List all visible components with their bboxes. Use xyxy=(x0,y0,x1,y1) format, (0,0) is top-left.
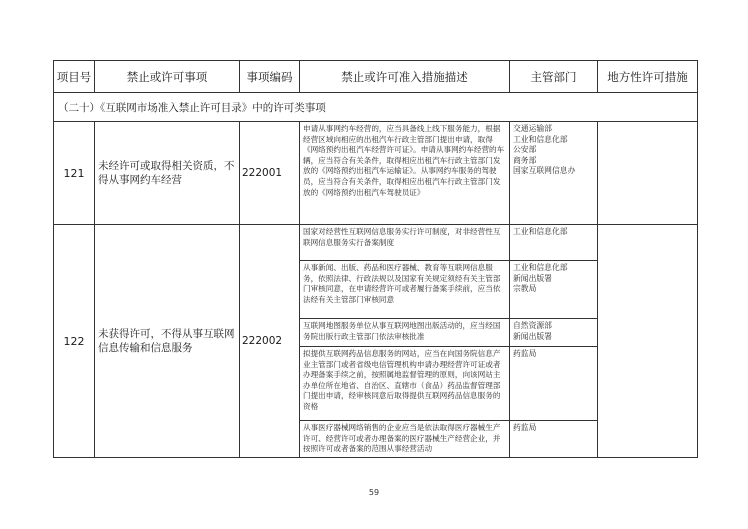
row-id: 121 xyxy=(54,122,95,225)
row-measure: 申请从事网约车经营的，应当具备线上线下服务能力，根据经营区域向相应的出租汽车行政主管部门提出申请，取得《网络预约出租汽车经营许可证》。申请从事网约车经营的车辆，应当符合有关条件，取得相应出租汽车行政主管部门发放的《网络预约出租汽车运输证》。从事网约车服务的驾驶员，应当符合有关条件，取得相应出租汽车行政主管部门发放的《网络预约出租汽车驾驶员证》 xyxy=(300,122,510,225)
segment-dept: 自然资源部 新闻出版署 xyxy=(510,319,598,347)
header-row xyxy=(54,61,698,93)
header-dept: 主管部门 xyxy=(510,61,598,93)
segment-measure: 从事医疗器械网络销售的企业应当是依法取得医疗器械生产许可、经营许可或者办理备案的医疗器械生产经营企业，并按照许可或者备案的范围从事经营活动 xyxy=(300,421,510,458)
row-code: 222001 xyxy=(240,122,300,225)
header-item: 禁止或许可事项 xyxy=(95,61,240,93)
section-row xyxy=(54,93,698,122)
section-title: （二十）《互联网市场准入禁止许可目录》中的许可类事项 xyxy=(54,93,698,122)
row-code: 222002 xyxy=(240,225,300,458)
header-code: 事项编码 xyxy=(240,61,300,93)
row-dept: 交通运输部 工业和信息化部 公安部 商务部 国家互联网信息办 xyxy=(510,122,598,225)
segment-dept: 工业和信息化部 xyxy=(510,225,598,261)
segment-dept: 药监局 xyxy=(510,421,598,458)
row-id: 122 xyxy=(54,225,95,458)
segment-measure: 国家对经营性互联网信息服务实行许可制度，对非经营性互联网信息服务实行备案制度 xyxy=(300,225,510,261)
table-row xyxy=(54,225,698,261)
table-row xyxy=(54,122,698,225)
row-local xyxy=(598,122,698,225)
header-local: 地方性许可措施 xyxy=(598,61,698,93)
row-item: 未经许可或取得相关资质，不得从事网约车经营 xyxy=(95,122,240,225)
row-local xyxy=(598,225,698,458)
segment-measure: 拟提供互联网药品信息服务的网站，应当在向国务院信息产业主管部门或者省级电信管理机构申请办理经营许可证或者办理备案手续之前，按照属地监督管理的原则，向该网站主办单位所在地省、自治区、直辖市（食品）药品监督管理部门提出申请，经审核同意后取得提供互联网药品信息服务的资格 xyxy=(300,347,510,421)
row-item: 未获得许可，不得从事互联网信息传输和信息服务 xyxy=(95,225,240,458)
segment-measure: 从事新闻、出版、药品和医疗器械、教育等互联网信息服务，依照法律、行政法规以及国家有关规定须经有关主管部门审核同意，在申请经营许可或者履行备案手续前，应当依法经有关主管部门审核同意 xyxy=(300,261,510,319)
permit-table xyxy=(53,60,698,458)
header-measure: 禁止或许可准入措施描述 xyxy=(300,61,510,93)
page-number: 59 xyxy=(368,488,380,497)
segment-dept: 工业和信息化部 新闻出版署 宗教局 xyxy=(510,261,598,319)
header-id: 项目号 xyxy=(54,61,95,93)
segment-dept: 药监局 xyxy=(510,347,598,421)
segment-measure: 互联网地图服务单位从事互联网地图出版活动的，应当经国务院出版行政主管部门依法审核批准 xyxy=(300,319,510,347)
